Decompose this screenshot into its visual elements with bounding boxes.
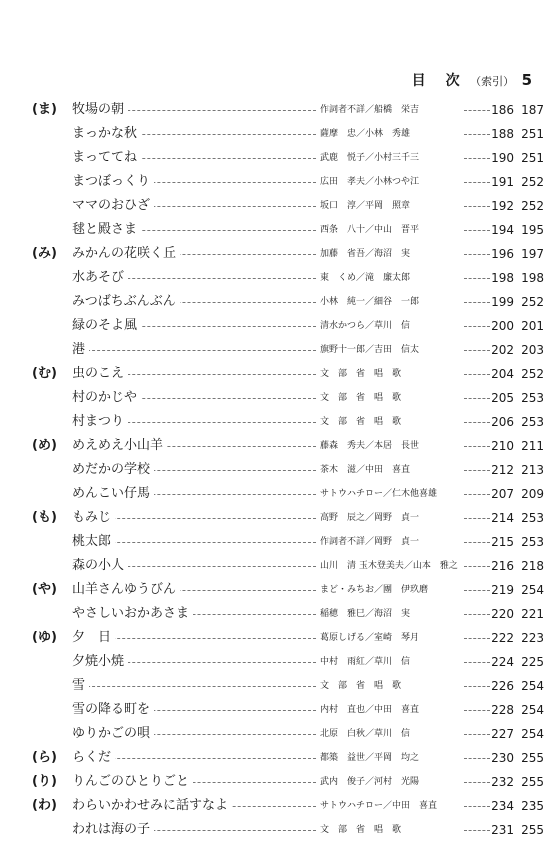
song-credits: 文 部 省 唱 歌 (320, 369, 402, 379)
index-row (0, 170, 560, 194)
index-row (0, 266, 560, 290)
song-title: 港 (72, 342, 89, 357)
page-ref-lyrics: 225 (521, 655, 544, 669)
song-title: ゆりかごの唄 (72, 726, 154, 741)
song-credits: 坂口 淳／平岡 照章 (320, 201, 411, 211)
page-ref-music: 226 (491, 679, 514, 693)
song-title: 森の小人 (72, 558, 128, 573)
page-ref-music: 204 (491, 367, 514, 381)
song-title: 桃太郎 (72, 534, 115, 549)
song-credits: 小林 純一／細谷 一郎 (320, 297, 420, 307)
song-credits: 文 部 省 唱 歌 (320, 393, 402, 403)
index-row (0, 698, 560, 722)
page-ref-lyrics: 252 (521, 175, 544, 189)
page-ref-lyrics: 252 (521, 199, 544, 213)
index-row (0, 386, 560, 410)
leader-dots (72, 686, 316, 687)
leader-dots (464, 542, 490, 543)
section-label: (も) (32, 510, 57, 525)
leader-dots (464, 278, 490, 279)
section-label: (ら) (32, 750, 57, 765)
index-row (0, 314, 560, 338)
song-title: 夕 日 (72, 630, 115, 645)
song-title: やさしいおかあさま (72, 606, 193, 621)
song-title: りんごのひとりごと (72, 774, 193, 789)
leader-dots (464, 182, 490, 183)
index-row (0, 218, 560, 242)
leader-dots (464, 446, 490, 447)
index-row (0, 122, 560, 146)
song-title: 毬と殿さま (72, 222, 141, 237)
leader-dots (464, 110, 490, 111)
song-credits: 東 くめ／滝 廉太郎 (320, 273, 411, 283)
page-ref-music: 219 (491, 583, 514, 597)
page-ref-lyrics: 251 (521, 127, 544, 141)
leader-dots (464, 398, 490, 399)
song-credits: 武内 俊子／河村 光陽 (320, 777, 420, 787)
section-label: (わ) (32, 798, 57, 813)
page-ref-music: 186 (491, 103, 514, 117)
index-row (0, 410, 560, 434)
page-ref-music: 192 (491, 199, 514, 213)
page-ref-lyrics: 211 (521, 439, 544, 453)
song-credits: 清水かつら／草川 信 (320, 321, 411, 331)
song-title: 虫のこえ (72, 366, 128, 381)
page-ref-lyrics: 223 (521, 631, 544, 645)
song-credits: サトウハチロー／中田 喜直 (320, 801, 438, 811)
song-title: まっててね (72, 150, 141, 165)
index-row (0, 146, 560, 170)
song-credits: 文 部 省 唱 歌 (320, 417, 402, 427)
index-row (0, 530, 560, 554)
index-row (0, 362, 560, 386)
leader-dots (464, 326, 490, 327)
song-credits: 広田 孝夫／小林つや江 (320, 177, 420, 187)
section-label: (み) (32, 246, 57, 261)
page-ref-lyrics: 251 (521, 151, 544, 165)
song-credits: 都築 益世／平岡 均之 (320, 753, 420, 763)
leader-dots (464, 806, 490, 807)
page-ref-lyrics: 221 (521, 607, 544, 621)
page-ref-music: 220 (491, 607, 514, 621)
leader-dots (464, 422, 490, 423)
leader-dots (464, 302, 490, 303)
index-row (0, 746, 560, 770)
leader-dots (464, 518, 490, 519)
index-row (0, 674, 560, 698)
page-ref-lyrics: 253 (521, 511, 544, 525)
section-label: (む) (32, 366, 57, 381)
page-ref-music: 210 (491, 439, 514, 453)
song-title: みかんの花咲く丘 (72, 246, 180, 261)
page-ref-music: 202 (491, 343, 514, 357)
song-credits: 茶木 滋／中田 喜直 (320, 465, 411, 475)
song-credits: 内村 直也／中田 喜直 (320, 705, 420, 715)
page-ref-music: 206 (491, 415, 514, 429)
page-ref-music: 212 (491, 463, 514, 477)
page-ref-music: 191 (491, 175, 514, 189)
song-credits: 文 部 省 唱 歌 (320, 825, 402, 835)
index-row (0, 818, 560, 842)
leader-dots (464, 758, 490, 759)
page-ref-lyrics: 253 (521, 535, 544, 549)
page-ref-lyrics: 255 (521, 823, 544, 837)
page-ref-music: 230 (491, 751, 514, 765)
song-title: まっかな秋 (72, 126, 141, 141)
page-ref-lyrics: 252 (521, 367, 544, 381)
index-row (0, 722, 560, 746)
leader-dots (464, 158, 490, 159)
song-title: 水あそび (72, 270, 128, 285)
song-title: 緑のそよ風 (72, 318, 141, 333)
page-ref-music: 215 (491, 535, 514, 549)
index-row (0, 650, 560, 674)
page-ref-music: 234 (491, 799, 514, 813)
leader-dots (464, 374, 490, 375)
song-credits: 旗野十一郎／吉田 信太 (320, 345, 420, 355)
song-title: 夕焼小焼 (72, 654, 128, 669)
song-title: めんこい仔馬 (72, 486, 154, 501)
song-credits: まど・みちお／團 伊玖磨 (320, 585, 429, 595)
index-row (0, 506, 560, 530)
song-credits: 作詞者不詳／船橋 栄吉 (320, 105, 420, 115)
song-title: まつぼっくり (72, 174, 154, 189)
page-ref-music: 200 (491, 319, 514, 333)
index-row (0, 458, 560, 482)
page-ref-music: 205 (491, 391, 514, 405)
leader-dots (464, 734, 490, 735)
song-title: 牧場の朝 (72, 102, 128, 117)
page-ref-lyrics: 254 (521, 583, 544, 597)
section-label: (り) (32, 774, 57, 789)
leader-dots (464, 494, 490, 495)
page-ref-lyrics: 255 (521, 751, 544, 765)
index-row (0, 338, 560, 362)
song-credits: 高野 辰之／岡野 貞一 (320, 513, 420, 523)
song-credits: 薩摩 忠／小林 秀雄 (320, 129, 411, 139)
song-title: ママのおひざ (72, 198, 154, 213)
index-row (0, 794, 560, 818)
page-ref-lyrics: 252 (521, 295, 544, 309)
song-title: 山羊さんゆうびん (72, 582, 180, 597)
page-ref-music: 231 (491, 823, 514, 837)
song-title: みつばちぶんぶん (72, 294, 180, 309)
leader-dots (464, 590, 490, 591)
page-ref-music: 216 (491, 559, 514, 573)
page-ref-music: 214 (491, 511, 514, 525)
song-title: めだかの学校 (72, 462, 154, 477)
song-credits: 藤森 秀夫／本居 長世 (320, 441, 420, 451)
leader-dots (464, 230, 490, 231)
index-row (0, 434, 560, 458)
index-list (0, 98, 560, 842)
index-row (0, 602, 560, 626)
song-credits: 葛原しげる／室崎 琴月 (320, 633, 420, 643)
page-ref-music: 198 (491, 271, 514, 285)
section-label: (ま) (32, 102, 57, 117)
page-ref-lyrics: 213 (521, 463, 544, 477)
page-ref-music: 228 (491, 703, 514, 717)
song-credits: 文 部 省 唱 歌 (320, 681, 402, 691)
song-title: 雪の降る町を (72, 702, 154, 717)
song-title: 雪 (72, 678, 89, 693)
section-label: (め) (32, 438, 57, 453)
page-ref-lyrics: 235 (521, 799, 544, 813)
page-ref-lyrics: 253 (521, 415, 544, 429)
page-ref-music: 227 (491, 727, 514, 741)
page-subtitle: （索引） (470, 75, 515, 88)
index-row (0, 554, 560, 578)
page-ref-lyrics: 255 (521, 775, 544, 789)
leader-dots (464, 350, 490, 351)
page-ref-music: 196 (491, 247, 514, 261)
index-row (0, 626, 560, 650)
song-credits: 稲穂 雅巳／海沼 実 (320, 609, 411, 619)
page-ref-lyrics: 198 (521, 271, 544, 285)
index-row (0, 98, 560, 122)
song-title: めえめえ小山羊 (72, 438, 167, 453)
page-ref-music: 207 (491, 487, 514, 501)
page-ref-music: 222 (491, 631, 514, 645)
page-ref-lyrics: 218 (521, 559, 544, 573)
page-ref-lyrics: 209 (521, 487, 544, 501)
leader-dots (464, 614, 490, 615)
song-credits: 加藤 省吾／海沼 実 (320, 249, 411, 259)
page-ref-music: 224 (491, 655, 514, 669)
leader-dots (72, 350, 316, 351)
song-title: わらいかわせみに話すなよ (72, 798, 232, 813)
song-credits: 作詞者不詳／岡野 貞一 (320, 537, 420, 547)
page-ref-lyrics: 253 (521, 391, 544, 405)
page-ref-lyrics: 254 (521, 679, 544, 693)
page-ref-lyrics: 203 (521, 343, 544, 357)
page-header (412, 70, 532, 90)
leader-dots (464, 638, 490, 639)
page-ref-lyrics: 254 (521, 703, 544, 717)
page-ref-music: 188 (491, 127, 514, 141)
page-number: 5 (521, 71, 532, 89)
song-title: もみじ (72, 510, 115, 525)
index-row (0, 242, 560, 266)
song-credits: 北原 白秋／草川 信 (320, 729, 411, 739)
index-row (0, 578, 560, 602)
page-ref-lyrics: 197 (521, 247, 544, 261)
leader-dots (464, 566, 490, 567)
page-ref-music: 190 (491, 151, 514, 165)
leader-dots (464, 782, 490, 783)
song-title: 村まつり (72, 414, 128, 429)
page-ref-music: 194 (491, 223, 514, 237)
leader-dots (464, 206, 490, 207)
song-title: われは海の子 (72, 822, 154, 837)
index-row (0, 290, 560, 314)
leader-dots (464, 830, 490, 831)
page-ref-lyrics: 187 (521, 103, 544, 117)
page-ref-music: 232 (491, 775, 514, 789)
song-credits: 山川 清 玉木登美夫／山本 雅之 (320, 561, 458, 571)
index-row (0, 482, 560, 506)
leader-dots (464, 710, 490, 711)
song-credits: 西条 八十／中山 晋平 (320, 225, 420, 235)
song-title: らくだ (72, 750, 115, 765)
song-credits: サトウハチロー／仁木他喜雄 (320, 489, 438, 499)
leader-dots (464, 470, 490, 471)
index-row (0, 194, 560, 218)
page-ref-music: 199 (491, 295, 514, 309)
song-title: 村のかじや (72, 390, 141, 405)
leader-dots (464, 686, 490, 687)
leader-dots (464, 134, 490, 135)
leader-dots (464, 662, 490, 663)
page-ref-lyrics: 201 (521, 319, 544, 333)
index-row (0, 770, 560, 794)
section-label: (や) (32, 582, 57, 597)
section-label: (ゆ) (32, 630, 57, 645)
song-credits: 中村 雨紅／草川 信 (320, 657, 411, 667)
leader-dots (464, 254, 490, 255)
page-title: 目 次 (411, 73, 463, 89)
page-ref-lyrics: 195 (521, 223, 544, 237)
song-credits: 武鹿 悦子／小村三千三 (320, 153, 420, 163)
page-ref-lyrics: 254 (521, 727, 544, 741)
